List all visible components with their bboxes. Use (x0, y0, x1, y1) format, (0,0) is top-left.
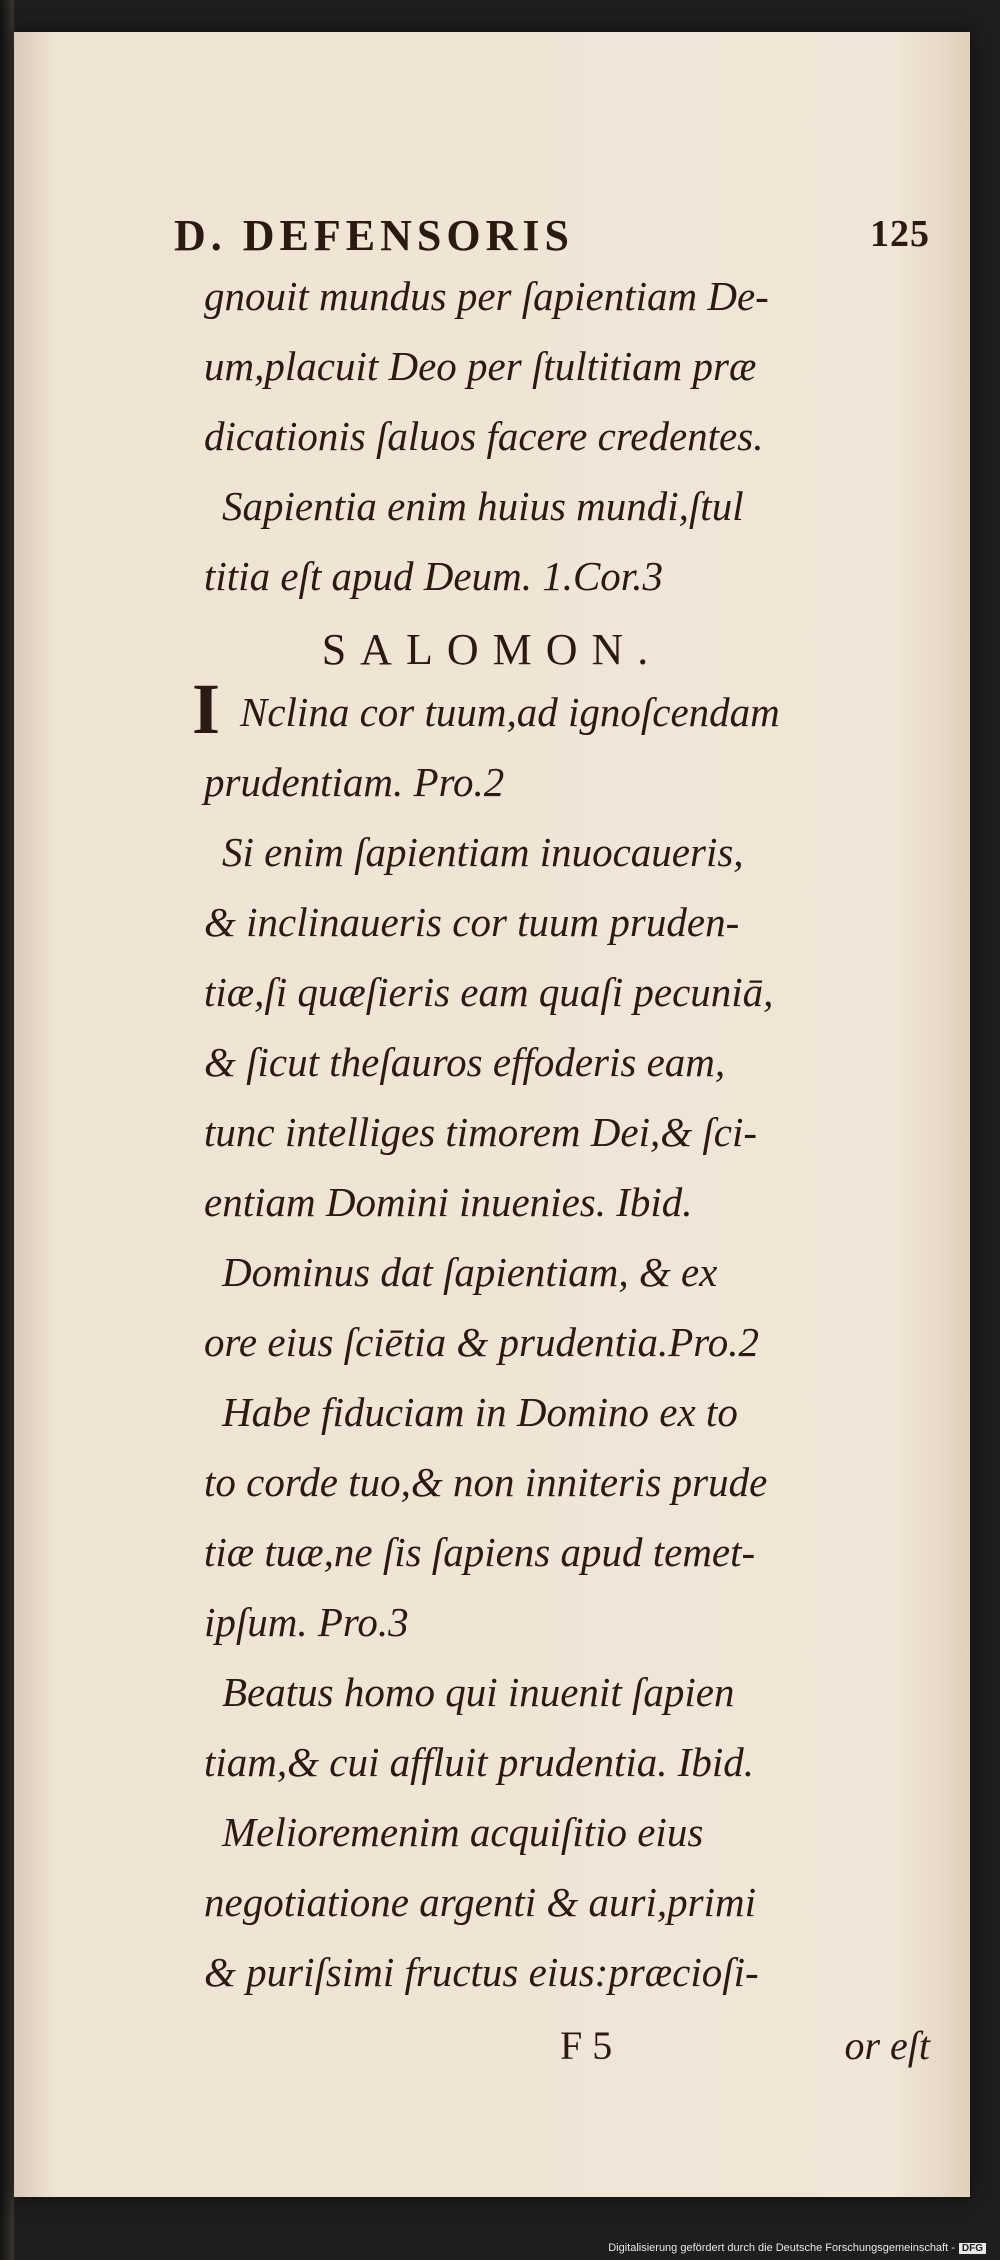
text-line-20: ipſum. Pro.3 (204, 1599, 409, 1645)
text-line-13: tunc intelliges timorem Dei,& ſci- (204, 1109, 757, 1155)
text-line-8: prudentiam. Pro.2 (204, 759, 505, 805)
text-line-14: entiam Domini inuenies. Ibid. (204, 1179, 693, 1225)
text-line-24: negotiatione argenti & auri,primi (204, 1879, 756, 1925)
text-line-17: Habe fiduciam in Domino ex to (222, 1389, 738, 1435)
text-line-1: gnouit mundus per ſapientiam De- (204, 273, 769, 319)
text-line-25: & puriſsimi fructus eius:præcioſi- (204, 1949, 759, 1995)
text-line-11: tiæ,ſi quæſieris eam quaſi pecuniā, (204, 969, 774, 1015)
digitization-credit (608, 2242, 986, 2254)
page-number: 125 (870, 213, 930, 255)
text-line-9: Si enim ſapientiam inuocaueris, (222, 829, 744, 875)
text-line-23: Melioremenim acquiſitio eius (222, 1809, 704, 1855)
text-line-4: Sapientia enim huius mundi,ſtul (222, 483, 744, 529)
text-line-16: ore eius ſciētia & prudentia.Pro.2 (204, 1319, 759, 1365)
text-line-3: dicationis ſaluos facere credentes. (204, 413, 764, 459)
text-line-21: Beatus homo qui inuenit ſapien (222, 1669, 735, 1715)
credit-text: Digitalisierung gefördert durch die Deutsche Forschungsgemeinschaft - (608, 2242, 955, 2254)
text-line-12: & ſicut theſauros effoderis eam, (204, 1039, 726, 1085)
book-edge-shadow (0, 0, 14, 2260)
text-line-5: titia eſt apud Deum. 1.Cor.3 (204, 553, 663, 599)
running-header (174, 210, 930, 261)
text-line-7: Nclina cor tuum,ad ignoſcendam (240, 689, 780, 735)
text-line-10: & inclinaueris cor tuum pruden- (204, 899, 740, 945)
text-line-15: Dominus dat ſapientiam, & ex (222, 1249, 718, 1295)
text-line-22: tiam,& cui affluit prudentia. Ibid. (204, 1739, 755, 1785)
text-line-2: um,placuit Deo per ſtultitiam præ (204, 343, 757, 389)
running-title: D. DEFENSORIS (174, 211, 574, 260)
catchword: or eſt (844, 2023, 930, 2068)
text-line-19: tiæ tuæ,ne ſis ſapiens apud temet- (204, 1529, 756, 1575)
page-content (14, 32, 970, 2197)
dfg-logo: DFG (959, 2243, 986, 2254)
text-line-18: to corde tuo,& non inniteris prude (204, 1459, 768, 1505)
drop-cap: I (192, 669, 221, 749)
section-heading: SALOMON. (321, 625, 663, 674)
book-page (14, 32, 970, 2197)
signature-mark: F 5 (560, 2023, 613, 2068)
